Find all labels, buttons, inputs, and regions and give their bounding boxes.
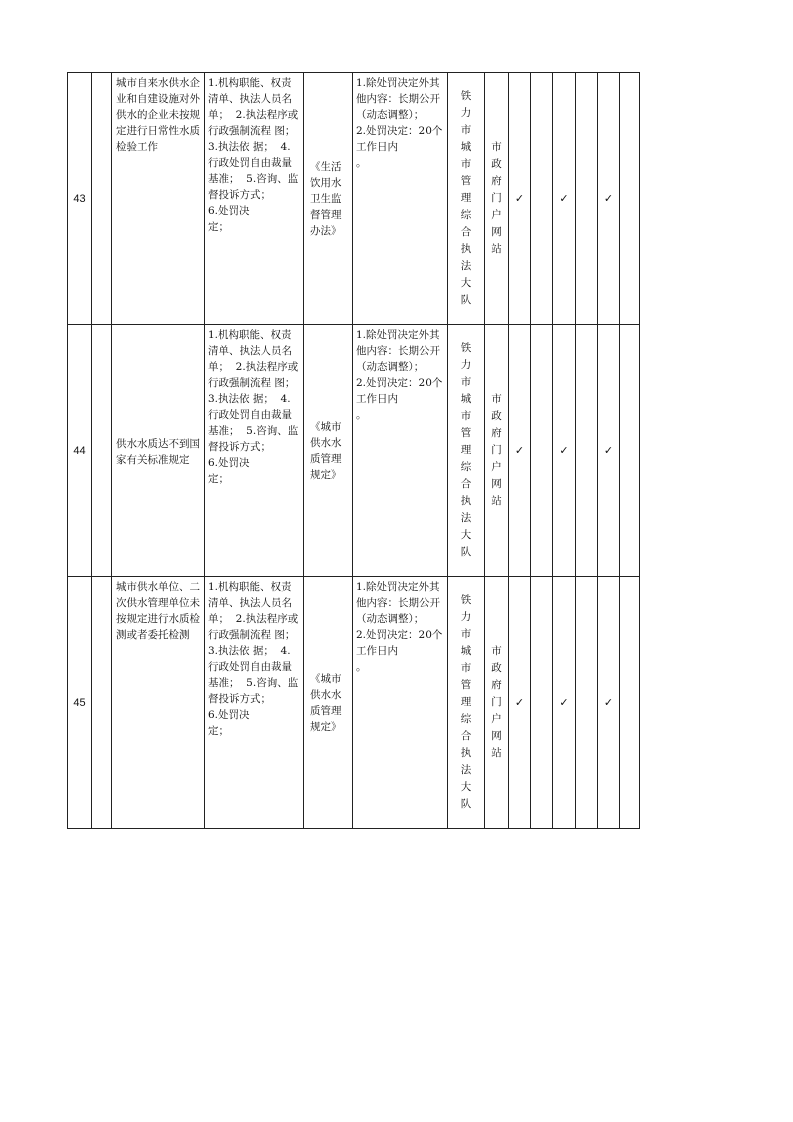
disclosure-channel: 市政府门户网站: [491, 141, 502, 255]
item-name-cell: [112, 325, 205, 577]
disclosure-subject: 铁力市城市管理综合执法大队: [460, 90, 472, 306]
spacer-cell: [92, 577, 112, 829]
check-cell: [576, 577, 598, 829]
disclosure-channel: 市政府门户网站: [491, 393, 502, 507]
check-cell: ✓: [509, 73, 531, 325]
basis-cell: [304, 325, 353, 577]
check-cell: [531, 325, 553, 577]
item-name-cell: [112, 73, 205, 325]
check-cell: ✓: [553, 325, 576, 577]
content-cell: [205, 577, 304, 829]
check-cell: [620, 577, 640, 829]
check-cell: ✓: [553, 577, 576, 829]
channel-cell: [485, 325, 509, 577]
row-number: 45: [68, 577, 92, 829]
content-cell: [205, 73, 304, 325]
check-cell: ✓: [598, 325, 620, 577]
timing-cell: [353, 577, 448, 829]
table-row: [68, 577, 640, 829]
check-cell: ✓: [553, 73, 576, 325]
disclosure-timing: 1.除处罚决定外其他内容：长期公开 （动态调整）； 2.处罚决定：20个工作日内 。: [356, 77, 443, 169]
check-cell: [576, 73, 598, 325]
disclosure-subject: 铁力市城市管理综合执法大队: [460, 342, 472, 558]
item-name-cell: [112, 577, 205, 829]
timing-cell: [353, 73, 448, 325]
check-cell: ✓: [598, 73, 620, 325]
check-cell: [531, 577, 553, 829]
disclosure-channel: 市政府门户网站: [491, 645, 502, 759]
row-number: 43: [68, 73, 92, 325]
item-name: 城市供水单位、二次供水管理单位未按规定进行水质检测或者委托检测: [116, 581, 200, 641]
check-cell: ✓: [509, 325, 531, 577]
check-cell: [576, 325, 598, 577]
item-name: 城市自来水供水企业和自建设施对外供水的企业未按规定进行日常性水质检验工作: [116, 77, 200, 153]
spacer-cell: [92, 325, 112, 577]
check-cell: ✓: [598, 577, 620, 829]
subject-cell: [448, 73, 485, 325]
legal-basis: 《城市供水水质管理规定》: [310, 672, 342, 733]
disclosure-table: [67, 72, 640, 829]
spacer-cell: [92, 73, 112, 325]
row-number: 44: [68, 325, 92, 577]
subject-cell: [448, 577, 485, 829]
channel-cell: [485, 73, 509, 325]
table-row: [68, 73, 640, 325]
table-row: [68, 325, 640, 577]
check-cell: [620, 73, 640, 325]
item-name: 供水水质达不到国家有关标准规定: [116, 437, 200, 466]
disclosure-content: 1.机构职能、权责清单、执法人员名单； 2.执法程序或行政强制流程 图； 3.执法依 据； 4.行政处罚自由裁量基准； 5.咨询、监督投诉方式； 6.处罚决 定；: [208, 581, 299, 737]
disclosure-content: 1.机构职能、权责清单、执法人员名单； 2.执法程序或行政强制流程 图； 3.执法依 据； 4.行政处罚自由裁量基准； 5.咨询、监督投诉方式； 6.处罚决 定；: [208, 329, 299, 485]
basis-cell: [304, 577, 353, 829]
disclosure-timing: 1.除处罚决定外其他内容：长期公开 （动态调整）； 2.处罚决定：20个工作日内 。: [356, 329, 443, 421]
legal-basis: 《生活饮用水卫生监督管理办法》: [310, 160, 342, 237]
check-cell: ✓: [509, 577, 531, 829]
disclosure-content: 1.机构职能、权责清单、执法人员名单； 2.执法程序或行政强制流程 图； 3.执法依 据； 4.行政处罚自由裁量基准； 5.咨询、监督投诉方式； 6.处罚决 定；: [208, 77, 299, 233]
legal-basis: 《城市供水水质管理规定》: [310, 420, 342, 481]
check-cell: [620, 325, 640, 577]
subject-cell: [448, 325, 485, 577]
disclosure-subject: 铁力市城市管理综合执法大队: [460, 594, 472, 810]
check-cell: [531, 73, 553, 325]
timing-cell: [353, 325, 448, 577]
content-cell: [205, 325, 304, 577]
basis-cell: [304, 73, 353, 325]
channel-cell: [485, 577, 509, 829]
disclosure-timing: 1.除处罚决定外其他内容：长期公开 （动态调整）； 2.处罚决定：20个工作日内 。: [356, 581, 443, 673]
